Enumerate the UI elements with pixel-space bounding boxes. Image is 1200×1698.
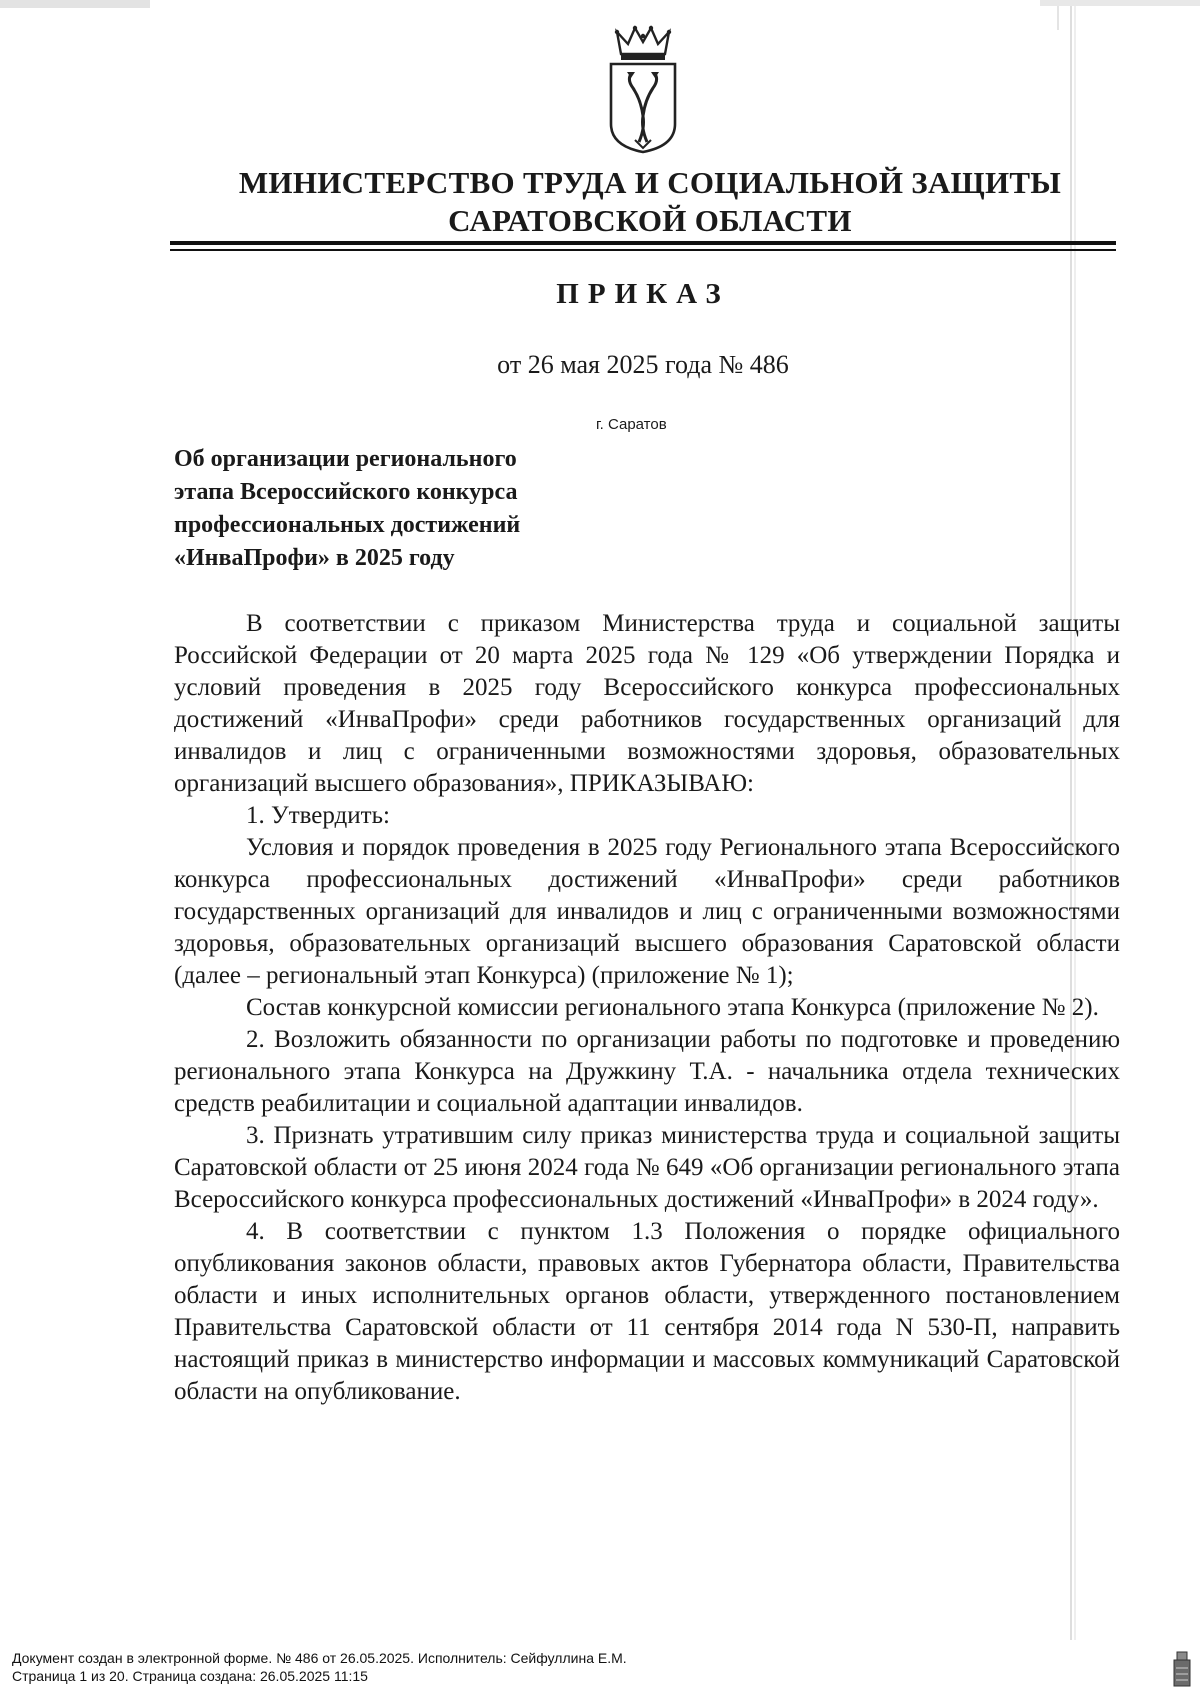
document-stamp-icon (1172, 1650, 1192, 1688)
order-subject-line: Об организации регионального (174, 446, 517, 472)
document-footer (0, 1646, 1200, 1698)
item-1-subitem-1: Условия и порядок проведения в 2025 году Регионального этапа Всероссийского конкурса профессиональных достижений «ИнваПрофи» среди работников государственных организаций для инвалидов и лиц с ограниченными возможностями здоровья, образовательных организаций высшего образования Саратовской области (далее – региональный этап Конкурса) (приложение № 1); (174, 834, 1120, 989)
item-4-paragraph: 4. В соответствии с пунктом 1.3 Положения о порядке официального опубликования законов области, правовых актов Губернатора области, Правительства области и иных исполнительных органов области, утвержденного постановлением Правительства Саратовской области от 11 сентября 2014 года N 530-П, направить настоящий приказ в министерство информации и массовых коммуникаций Саратовской области на опубликование. (174, 1218, 1120, 1405)
ministry-title (170, 164, 1130, 240)
footer-document-info: Документ создан в электронной форме. № 486 от 26.05.2025. Исполнитель: Сейфуллина Е.М. (12, 1650, 627, 1666)
item-1-subitem-2: Состав конкурсной комиссии регионального этапа Конкурса (приложение № 2). (246, 994, 1099, 1021)
item-1-heading: 1. Утвердить: (246, 802, 390, 829)
preamble-paragraph: В соответствии с приказом Министерства труда и социальной защиты Российской Федерации от 20 марта 2025 года № 129 «Об утверждении Порядка и условий проведения в 2025 году Всероссийского конкурса профессиональных достижений «ИнваПрофи» среди работников государственных организаций для инвалидов и лиц с ограниченными возможностями здоровья, образовательных организаций высшего образования», ПРИКАЗЫВАЮ: (174, 610, 1120, 797)
order-body (174, 608, 1120, 1408)
ministry-title-line-2: САРАТОВСКОЙ ОБЛАСТИ (448, 203, 852, 238)
footer-page-info: Страница 1 из 20. Страница создана: 26.05.2025 11:15 (12, 1668, 368, 1684)
ministry-title-line-1: МИНИСТЕРСТВО ТРУДА И СОЦИАЛЬНОЙ ЗАЩИТЫ (238, 165, 1062, 200)
order-city: г. Саратов (596, 416, 667, 433)
item-2-paragraph: 2. Возложить обязанности по организации работы по подготовке и проведению регионального этапа Конкурса на Дружкину Т.А. - начальника отдела технических средств реабилитации и социальной адаптации инвалидов. (174, 1026, 1120, 1117)
saratov-coat-of-arms-icon (601, 24, 685, 154)
order-subject-line: профессиональных достижений (174, 512, 521, 538)
order-subject-line: «ИнваПрофи» в 2025 году (174, 545, 455, 571)
order-date-number: от 26 мая 2025 года № 486 (497, 350, 789, 379)
header-rule-thin (170, 249, 1116, 251)
order-title: ПРИКАЗ (556, 278, 730, 310)
order-subject-line: этапа Всероссийского конкурса (174, 479, 518, 505)
header-rule-thick (170, 241, 1116, 245)
item-3-paragraph: 3. Признать утратившим силу приказ министерства труда и социальной защиты Саратовской области от 25 июня 2024 года № 649 «Об организации регионального этапа Всероссийского конкурса профессиональных достижений «ИнваПрофи» в 2024 году». (174, 1122, 1120, 1213)
order-subject (174, 443, 614, 575)
